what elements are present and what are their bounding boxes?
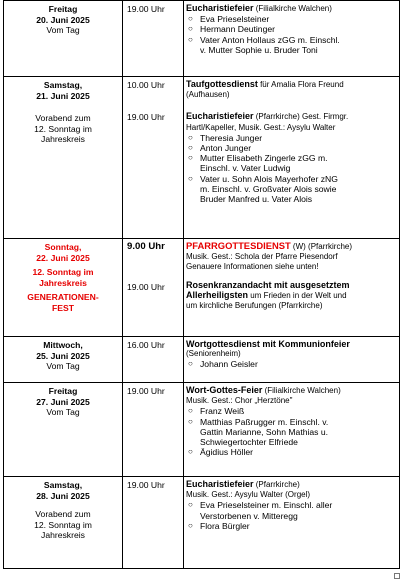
date: 28. Juni 2025 xyxy=(36,490,90,501)
service-title: Taufgottesdienst xyxy=(186,79,258,89)
list-item: ○ Matthias Paßrugger m. Einschl. v. xyxy=(188,416,329,427)
service-title: Eucharistiefeier xyxy=(186,111,254,122)
location: (Filialkirche Walchen) xyxy=(253,4,332,13)
time-cell xyxy=(123,383,184,477)
circle-bullet-icon: ○ xyxy=(188,359,193,369)
date: 21. Juni 2025 xyxy=(36,90,90,101)
circle-bullet-icon: ○ xyxy=(188,143,193,153)
music-note: Musik. Gest.: Schola der Pfarre Piesendorf xyxy=(186,252,338,262)
time-cell xyxy=(123,239,184,337)
circle-bullet-icon: ○ xyxy=(188,24,193,34)
weekday: Mittwoch, xyxy=(43,340,83,350)
music-note: Hartl/Kapeller, Musik. Gest.: Aysylu Walter xyxy=(186,122,336,132)
day-note: 12. Sonntag im xyxy=(34,519,92,530)
list-item: ○ Anton Junger xyxy=(188,143,252,154)
circle-bullet-icon: ○ xyxy=(188,447,193,457)
time-cell xyxy=(123,477,184,569)
day-note: Vom Tag xyxy=(46,361,80,372)
day-cell xyxy=(4,337,123,383)
service-title: Wortgottesdienst mit Kommunionfeier xyxy=(186,339,350,349)
service-title: Eucharistiefeier xyxy=(186,3,254,13)
weekday: Samstag, xyxy=(43,80,83,90)
list-item: ○ Vater u. Sohn Alois Mayerhofer zNG xyxy=(188,173,338,184)
location: (Seniorenheim) xyxy=(186,349,241,359)
list-item: ○ Vater Anton Hollaus zGG m. Einschl. xyxy=(188,34,340,45)
circle-bullet-icon: ○ xyxy=(188,520,193,530)
time-cell xyxy=(123,1,184,77)
weekday: Samstag, xyxy=(43,480,83,490)
day-cell xyxy=(4,383,123,477)
circle-bullet-icon: ○ xyxy=(188,34,193,44)
day-cell xyxy=(4,1,123,77)
list-item: ○ Flora Bürgler xyxy=(188,520,250,531)
list-item: ○ Ägidius Höller xyxy=(188,447,254,458)
weekday: Freitag xyxy=(48,4,78,14)
weekday: Sonntag, xyxy=(44,242,82,252)
time-cell xyxy=(123,77,184,239)
day-note: 12. Sonntag im xyxy=(34,123,92,134)
date: 27. Juni 2025 xyxy=(36,396,90,407)
sunday-name: Jahreskreis xyxy=(39,277,87,288)
list-item: ○ Mutter Elisabeth Zingerle zGG m. xyxy=(188,153,328,164)
day-note: Jahreskreis xyxy=(41,134,85,145)
service-title: Rosenkranzandacht mit ausgesetztem xyxy=(186,279,350,290)
description-cell: PFARRGOTTESDIENST (W) (Pfarrkirche) Musik. Gest.: Schola der Pfarre Piesendorf Genauere Informationen siehe unten! Rosenkranzandacht mit ausgesetztem Allerheiligsten um Frieden in der Welt und um kirchliche Berufungen (Pfarrkirche) xyxy=(184,239,400,337)
time-cell xyxy=(123,337,184,383)
special-event: GENERATIONEN- xyxy=(27,292,99,303)
table-row xyxy=(4,77,400,239)
day-note: Vorabend zum xyxy=(35,113,91,124)
list-item: ○ Eva Prieselsteiner xyxy=(188,14,270,25)
date: 25. Juni 2025 xyxy=(36,350,90,361)
description-cell: Wort-Gottes-Feier (Filialkirche Walchen) Musik. Gest.: Chor „Herztöne" ○ Franz Weiß ○ Matthias Paßrugger m. Einschl. v. Gattin Marianne, Sohn Mathias u. Schwiegertochter Elfriede ○ Ägidius Höller xyxy=(184,383,400,477)
day-note: Vom Tag xyxy=(46,407,80,418)
circle-bullet-icon: ○ xyxy=(188,406,193,416)
page-corner-marker xyxy=(394,573,400,579)
circle-bullet-icon: ○ xyxy=(188,500,193,510)
list-item-continuation: v. Mutter Sophie u. Bruder Toni xyxy=(200,44,318,55)
list-item: ○ Johann Geisler xyxy=(188,359,258,370)
music-note: Musik. Gest.: Chor „Herztöne" xyxy=(186,396,293,406)
circle-bullet-icon: ○ xyxy=(188,14,193,24)
day-note: Vom Tag xyxy=(46,25,80,36)
time: 9.00 Uhr xyxy=(127,241,165,252)
day-cell xyxy=(4,77,123,239)
circle-bullet-icon: ○ xyxy=(188,132,193,142)
circle-bullet-icon: ○ xyxy=(188,173,193,183)
table-row xyxy=(4,383,400,477)
description-cell: Taufgottesdienst für Amalia Flora Freund (Aufhausen) Eucharistiefeier (Pfarrkirche) Gest. Firmgr. Hartl/Kapeller, Musik. Gest.: Aysylu Walter ○ Theresia Junger ○ Anton Junger ○ Mutter Elisabeth Zingerle zGG m. Einschl. v. Vater Ludwig ○ Vater u. Sohn Alois Mayerhofer zNG m. Einschl. v. Großvater Alois sowie Bruder Manfred u. Vater Alois xyxy=(184,77,400,239)
list-item: ○ Hermann Deutinger xyxy=(188,24,275,35)
date: 22. Juni 2025 xyxy=(36,252,90,263)
music-note: Musik. Gest.: Aysylu Walter (Orgel) xyxy=(186,490,311,500)
time: 19.00 Uhr xyxy=(127,4,165,14)
time: 19.00 Uhr xyxy=(127,480,165,490)
circle-bullet-icon: ○ xyxy=(188,416,193,426)
service-title: Eucharistiefeier xyxy=(186,479,254,489)
time: 10.00 Uhr xyxy=(127,80,165,90)
description-cell xyxy=(184,337,400,383)
special-event: FEST xyxy=(52,302,74,313)
table-row xyxy=(4,337,400,383)
list-item: ○ Theresia Junger xyxy=(188,132,263,143)
info-note: Genauere Informationen siehe unten! xyxy=(186,262,319,272)
service-title: Wort-Gottes-Feier xyxy=(186,385,263,395)
time: 19.00 Uhr xyxy=(127,111,165,122)
table-row xyxy=(4,1,400,77)
time: 16.00 Uhr xyxy=(127,340,165,350)
location: (Aufhausen) xyxy=(186,90,230,100)
day-note: Jahreskreis xyxy=(41,530,85,541)
table-row xyxy=(4,477,400,569)
time: 19.00 Uhr xyxy=(127,281,165,292)
circle-bullet-icon: ○ xyxy=(188,153,193,163)
time: 19.00 Uhr xyxy=(127,386,165,396)
mass-schedule-table xyxy=(3,0,400,569)
description-cell: Eucharistiefeier (Pfarrkirche) Musik. Gest.: Aysylu Walter (Orgel) ○ Eva Prieselsteiner m. Einschl. aller Verstorbenen v. Mitteregg ○ Flora Bürgler xyxy=(184,477,400,569)
list-item: ○ Eva Prieselsteiner m. Einschl. aller xyxy=(188,500,333,511)
service-title: PFARRGOTTESDIENST xyxy=(186,240,291,251)
description-cell xyxy=(184,1,400,77)
day-cell xyxy=(4,239,123,337)
weekday: Freitag xyxy=(48,386,78,396)
day-cell xyxy=(4,477,123,569)
list-item: ○ Franz Weiß xyxy=(188,406,245,417)
date: 20. Juni 2025 xyxy=(36,14,90,25)
table-row xyxy=(4,239,400,337)
sunday-name: 12. Sonntag im xyxy=(32,267,94,278)
day-note: Vorabend zum xyxy=(35,509,91,520)
